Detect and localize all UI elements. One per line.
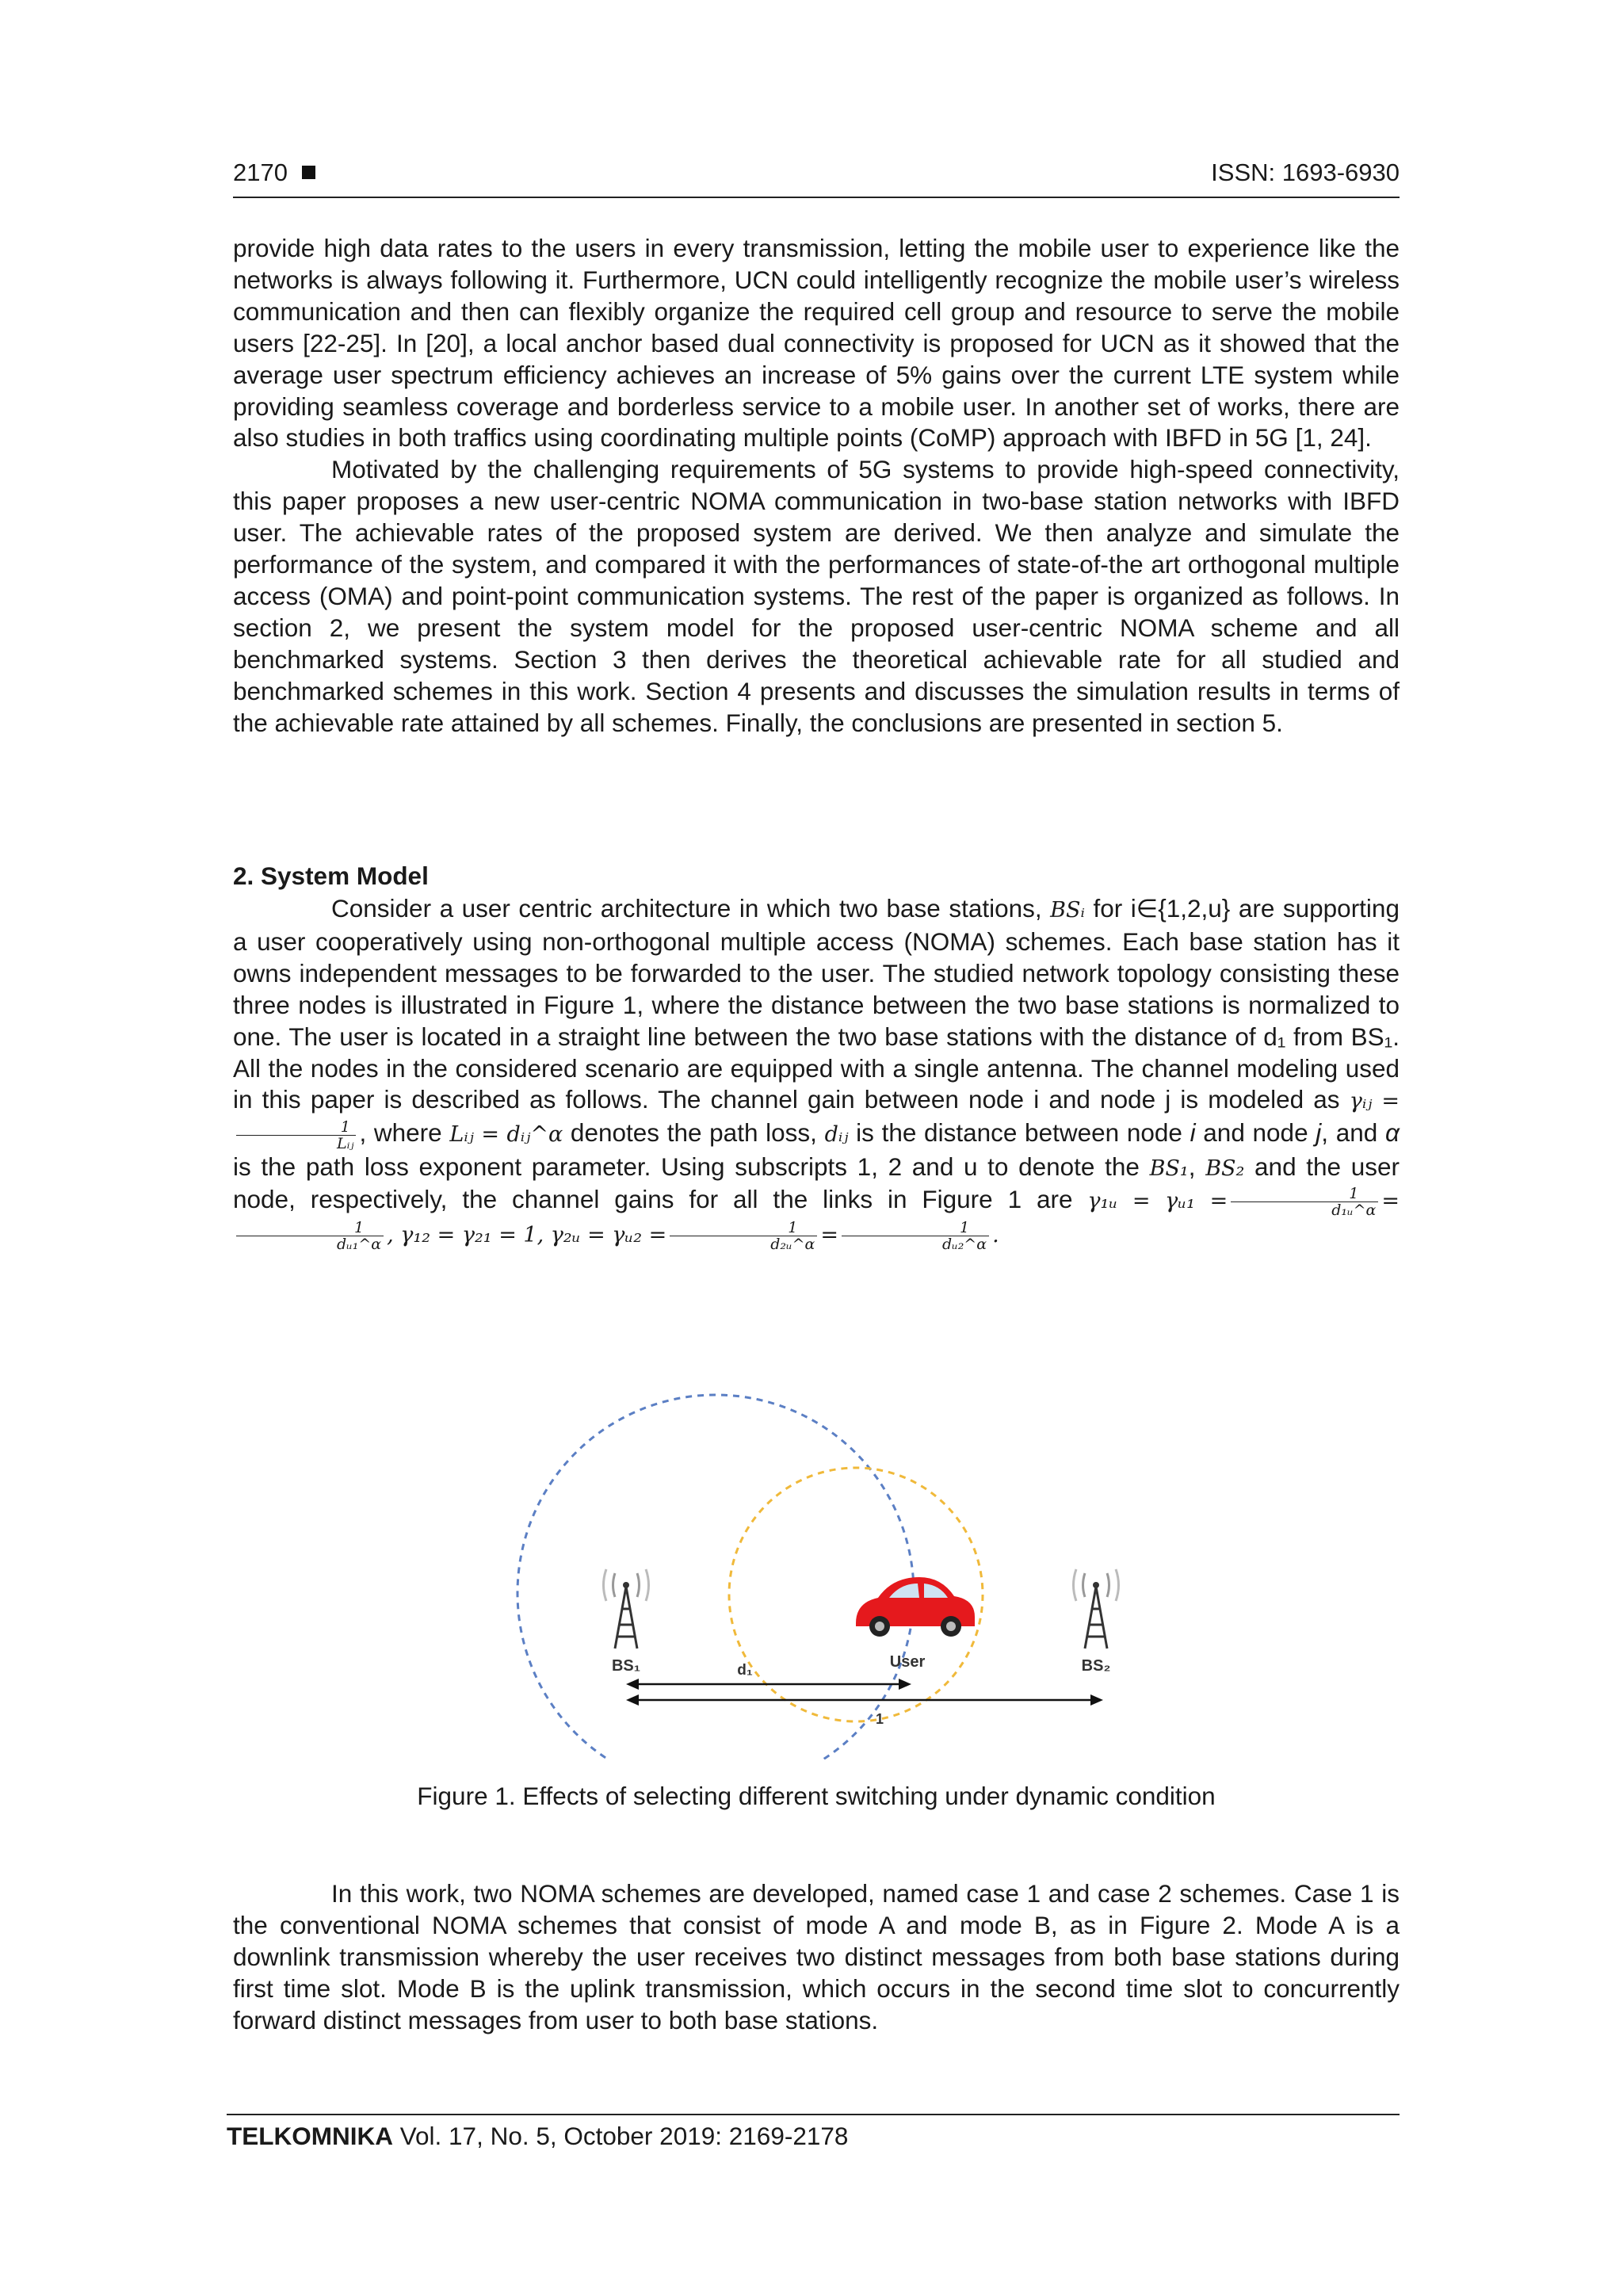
issn: ISSN: 1693-6930 [1211,159,1400,186]
car-icon [856,1577,975,1637]
bs1-coverage-circle [517,1395,914,1759]
section-heading: 2. System Model [233,861,429,890]
math-gamma-ij: γᵢⱼ = [1349,1089,1400,1114]
figure-1 [507,1379,1157,1759]
page-footer [227,2114,1400,2151]
unit-distance-arrow [626,1694,1103,1706]
bs1-label: BS₁ [611,1657,641,1675]
journal-name: TELKOMNIKA [227,2122,393,2150]
square-bullet-icon [302,166,315,179]
fraction-1-over-lij: $\frac{1}{\text{Lᵢⱼ}}$ [236,1119,356,1152]
d1-arrow [626,1679,911,1690]
journal-info: Vol. 17, No. 5, October 2019: 2169-2178 [399,2122,849,2150]
d1-label: d₁ [737,1662,753,1679]
math-bsi: BSᵢ [1050,898,1085,923]
paragraph-intro [233,233,1400,739]
page-number: 2170 [233,159,315,187]
network-topology-diagram [507,1379,1157,1759]
math-bs2: BS₂ [1205,1156,1245,1181]
paragraph-3: In this work, two NOMA schemes are developed, named case 1 and case 2 schemes. Case 1 is the conventional NOMA schemes that consist of mode A and mode B, as in Figure 2. Mode A is a downlink transmission whereby the user receives two distinct messages from both base stations during first time slot. Mode B is the uplink transmission, which occurs in the second time slot to concurrently forward distinct messages from user to both base stations. [233,1879,1400,2034]
bs1-tower-icon [604,1569,649,1648]
math-alpha: α [1384,1118,1400,1148]
bs2-label: BS₂ [1081,1657,1111,1675]
paragraph-1: provide high data rates to the users in every transmission, letting the mobile user to experience like the networks is always following it. Furthermore, UCN could intelligently recognize the mobile user’s wireless communication and then can flexibly organize the required cell group and resource to serve the mobile users [22-25]. In [20], a local anchor based dual connectivity is proposed for UCN as it showed that the average user spectrum efficiency achieves an increase of 5% gains over the current LTE system while providing seamless coverage and borderless service to a mobile user. In another set of works, there are also studies in both traffics using coordinating multiple points (CoMP) approach with IBFD in 5G [1, 24]. [233,234,1400,453]
figure-caption: Figure 1. Effects of selecting different switching under dynamic condition [417,1782,1216,1810]
paragraph-2: Motivated by the challenging requirements of 5G systems to provide high-speed connectivity, this paper proposes a new user-centric NOMA communication in two-base station networks with IBFD user. The achievable rates of the proposed system are derived. We then analyze and simulate the performance of the system, and compared it with the performances of state-of-the art orthogonal multiple access (OMA) and point-point communication systems. The rest of the paper is organized as follows. In section 2, we present the system model for the proposed user-centric NOMA scheme and all benchmarked systems. Section 3 then derives the theoretical achievable rate for all studied and benchmarked schemes in this work. Section 4 presents and discusses the simulation results in terms of the achievable rate attained by all schemes. Finally, the conclusions are presented in section 5. [233,455,1400,737]
math-bs1: BS₁ [1149,1156,1189,1181]
paragraph-system-model: Consider a user centric architecture in which two base stations, BSᵢ for i∈{1,2,u} are supporting a user cooperatively using non-orthogonal multiple access (NOMA) schemes. Each base station has it owns independent messages to be forwarded to the user. The studied network topology consisting these three nodes is illustrated in Figure 1, where the distance between the two base stations is normalized to one. The user is located in a straight line between the two base stations with the distance of d₁ from BS₁. All the nodes in the considered scenario are equipped with a single antenna. The channel modeling used in this paper is described as follows. The channel gain between node i and node j is modeled as γᵢⱼ = $\frac{1}{\text{Lᵢⱼ}}$ , where Lᵢⱼ = dᵢⱼ^α denotes the path loss, dᵢⱼ is the distance between node i and node j, and α is the path loss exponent parameter. Using subscripts 1, 2 and u to denote the BS₁, BS₂ and the user node, respectively, the channel gains for all the links in Figure 1 are γ₁ᵤ = γᵤ₁ = $\frac{1}{\text{d₁ᵤ\textasciicircum{}α}}$ = $\frac{1}{\text{dᵤ₁\textasciicircum{}α}}$ , γ₁₂ = γ₂₁ = 1, γ₂ᵤ = γᵤ₂ = $\frac{1}{\text{d₂ᵤ\textasciicircum{}α}}$ = $\frac{1}{\text{dᵤ₂\textasciicircum{}α}}$ . [233,894,1400,1254]
bs2-tower-icon [1074,1569,1119,1648]
unit-distance-label: 1 [875,1711,884,1727]
user-label: User [889,1653,926,1671]
math-channel-gains: γ₁ᵤ = γᵤ₁ = $\frac{1}{\text{d₁ᵤ\textasciicircum{}α}}$ = $\frac{1}{\text{dᵤ₁\textasciicircum{}α}}$ , γ₁₂ = γ₂₁ = 1, γ₂ᵤ = γᵤ₂ = $\frac{1}{\text{d₂ᵤ\textasciicircum{}α}}$ = $\frac{1}{\text{dᵤ₂\textasciicircum{}α}}$ . [233,1189,1400,1247]
page-header [233,155,1400,198]
math-dij: dᵢⱼ [824,1122,849,1148]
math-lij-eq: Lᵢⱼ = dᵢⱼ^α [449,1122,563,1148]
